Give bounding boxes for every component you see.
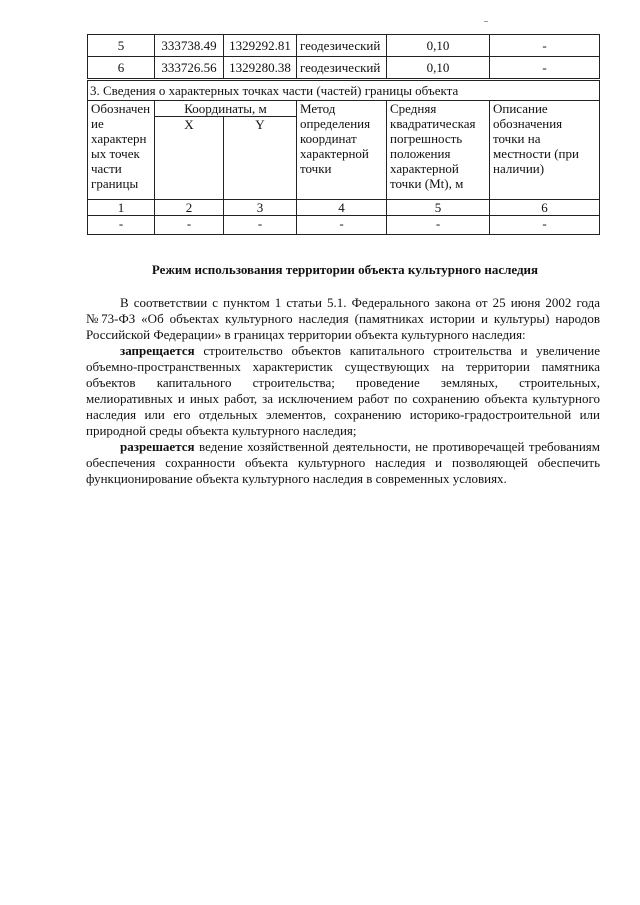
- prohibited-label: запрещается: [120, 343, 195, 358]
- part-points-table: [87, 80, 600, 235]
- point-cell: 5: [88, 35, 155, 57]
- description-cell: -: [490, 57, 600, 79]
- section-title: 3. Сведения о характерных точках части (частей) границы объекта: [88, 81, 600, 101]
- accuracy-header: Средняя квадратическая погрешность положения характерной точки (Mt), м: [387, 101, 490, 200]
- empty-cell: -: [490, 216, 600, 235]
- empty-cell: -: [297, 216, 387, 235]
- method-cell: геодезический: [297, 35, 387, 57]
- scan-mark: [484, 21, 488, 22]
- method-cell: геодезический: [297, 57, 387, 79]
- permitted-text: ведение хозяйственной деятельности, не противоречащей требованиям обеспечения сохранности объекта культурного наследия и позволяющей обеспечить функционирование объекта культурного наследия в современных условиях.: [86, 439, 600, 486]
- x-cell: 333738.49: [155, 35, 224, 57]
- empty-cell: -: [224, 216, 297, 235]
- empty-cell: -: [155, 216, 224, 235]
- column-number: 4: [297, 200, 387, 216]
- designation-header: Обозначен ие характерн ых точек части границы: [88, 101, 155, 200]
- y-cell: 1329292.81: [224, 35, 297, 57]
- column-number: 6: [490, 200, 600, 216]
- y-header: Y: [224, 117, 297, 200]
- regime-body: [86, 295, 600, 487]
- column-number: 5: [387, 200, 490, 216]
- description-header: Описание обозначения точки на местности (при наличии): [490, 101, 600, 200]
- coordinates-header: Координаты, м: [155, 101, 297, 117]
- intro-paragraph: В соответствии с пунктом 1 статьи 5.1. Федерального закона от 25 июня 2002 года №73-ФЗ «Об объектах культурного наследия (памятниках истории и культуры) народов Российской Федерации» в границах территории объекта культурного наследия:: [86, 295, 600, 342]
- column-number: 3: [224, 200, 297, 216]
- empty-cell: -: [88, 216, 155, 235]
- x-cell: 333726.56: [155, 57, 224, 79]
- coordinates-table-continued: [87, 34, 600, 79]
- y-cell: 1329280.38: [224, 57, 297, 79]
- x-header: X: [155, 117, 224, 200]
- prohibited-paragraph: [86, 343, 600, 439]
- regime-heading: Режим использования территории объекта культурного наследия: [151, 262, 539, 277]
- description-cell: -: [490, 35, 600, 57]
- permitted-label: разрешается: [120, 439, 195, 454]
- prohibited-text: строительство объектов капитального строительства и увеличение объемно-пространственных характеристик существующих на территории памятника объектов капитального строительства; проведение земляных, строительных, мелиоративных и иных работ, за исключением работ по сохранению объекта культурного наследия или его отдельных элементов, сохранению историко-градостроительной или природной среды объекта культурного наследия;: [86, 343, 600, 438]
- table-row: [88, 216, 600, 235]
- empty-cell: -: [387, 216, 490, 235]
- permitted-paragraph: [86, 439, 600, 487]
- point-cell: 6: [88, 57, 155, 79]
- column-numbers-row: [88, 200, 600, 216]
- column-number: 1: [88, 200, 155, 216]
- accuracy-cell: 0,10: [387, 35, 490, 57]
- method-header: Метод определения координат характерной точки: [297, 101, 387, 200]
- column-number: 2: [155, 200, 224, 216]
- accuracy-cell: 0,10: [387, 57, 490, 79]
- table-row: [88, 57, 600, 79]
- table-row: [88, 35, 600, 57]
